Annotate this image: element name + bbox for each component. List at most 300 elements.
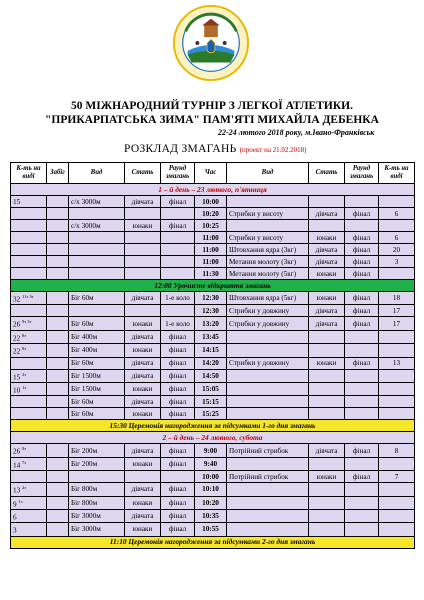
cell-s1: дівчата	[125, 357, 161, 369]
cell-v1: Біг 60м	[69, 396, 125, 408]
cell-n2	[379, 496, 415, 509]
table-row	[11, 208, 415, 220]
cell-n1	[11, 483, 47, 496]
cell-n1	[11, 292, 47, 305]
heats-note: 7з	[21, 459, 27, 465]
cell-s1	[125, 244, 161, 256]
cell-r2: фінал	[345, 232, 379, 244]
cell-s1: юнаки	[125, 408, 161, 420]
school-emblem-logo	[172, 4, 250, 82]
cell-t: 11:00	[195, 244, 227, 256]
cell-v2: Потрійний стрибок	[227, 471, 309, 483]
cell-n1	[11, 330, 47, 343]
cell-s2: дівчата	[309, 244, 345, 256]
cell-v2	[227, 396, 309, 408]
cell-z	[47, 496, 69, 509]
cell-n1	[11, 382, 47, 395]
cell-s1: юнаки	[125, 523, 161, 536]
cell-z	[47, 483, 69, 496]
schedule-heading	[124, 143, 307, 155]
cell-r1: фінал	[161, 344, 195, 357]
cell-r2: фінал	[345, 444, 379, 457]
cell-n1	[11, 220, 47, 232]
cell-s2: юнаки	[309, 232, 345, 244]
cell-s2	[309, 483, 345, 496]
heats-note: 8з	[21, 332, 27, 338]
table-row	[11, 509, 415, 522]
cell-s2: дівчата	[309, 305, 345, 317]
cell-s2: юнаки	[309, 292, 345, 305]
cell-r2: фінал	[345, 292, 379, 305]
cell-v2: Стрибки у висоту	[227, 208, 309, 220]
cell-n2: 8	[379, 444, 415, 457]
cell-n2	[379, 483, 415, 496]
table-row	[11, 483, 415, 496]
opening-ceremony-banner	[11, 280, 415, 292]
ceremony2-banner	[11, 536, 415, 548]
cell-r2: фінал	[345, 471, 379, 483]
cell-v2	[227, 457, 309, 470]
cell-n2	[379, 457, 415, 470]
table-row	[11, 330, 415, 343]
col-header: Раунд змагань	[161, 163, 195, 184]
cell-v2	[227, 483, 309, 496]
cell-t: 15:05	[195, 382, 227, 395]
cell-t: 15:15	[195, 396, 227, 408]
cell-r1: фінал	[161, 523, 195, 536]
cell-n1	[11, 496, 47, 509]
cell-s1: юнаки	[125, 382, 161, 395]
cell-n2: 17	[379, 305, 415, 317]
cell-t: 14:20	[195, 357, 227, 369]
cell-v1: Біг 400м	[69, 330, 125, 343]
cell-s1: юнаки	[125, 457, 161, 470]
cell-s2	[309, 344, 345, 357]
cell-z	[47, 305, 69, 317]
cell-s1: дівчата	[125, 196, 161, 208]
project-date-note: (проект на 21.02.2018)	[239, 146, 307, 154]
col-header: Час	[195, 163, 227, 184]
cell-n2: 7	[379, 471, 415, 483]
cell-r1: 1-е коло	[161, 292, 195, 305]
cell-r1: 1-е коло	[161, 317, 195, 330]
day1-banner	[11, 184, 415, 196]
cell-v1	[69, 305, 125, 317]
table-row	[11, 471, 415, 483]
cell-v1	[69, 244, 125, 256]
cell-r2	[345, 523, 379, 536]
count-value: 32	[13, 295, 21, 304]
cell-r1	[161, 208, 195, 220]
table-row	[11, 292, 415, 305]
col-header: К-ть на виді	[11, 163, 47, 184]
cell-v1	[69, 268, 125, 280]
cell-v1: Біг 200м	[69, 444, 125, 457]
cell-v1	[69, 471, 125, 483]
cell-z	[47, 208, 69, 220]
cell-s1: юнаки	[125, 344, 161, 357]
table-row	[11, 396, 415, 408]
cell-n1	[11, 208, 47, 220]
cell-n2: 6	[379, 208, 415, 220]
cell-v1: Біг 60м	[69, 292, 125, 305]
cell-z	[47, 220, 69, 232]
table-row	[11, 369, 415, 382]
cell-r1: фінал	[161, 382, 195, 395]
count-value: 10	[13, 386, 21, 395]
cell-n1	[11, 317, 47, 330]
count-value: 13	[13, 486, 21, 495]
cell-r2	[345, 330, 379, 343]
cell-s1: дівчата	[125, 509, 161, 522]
cell-v1	[69, 232, 125, 244]
heats-note: 9з 3т	[21, 319, 32, 325]
table-row	[11, 408, 415, 420]
cell-s2	[309, 496, 345, 509]
cell-r2	[345, 483, 379, 496]
col-header: Вид	[227, 163, 309, 184]
table-row	[11, 444, 415, 457]
cell-v2	[227, 509, 309, 522]
table-row	[11, 523, 415, 536]
cell-z	[47, 509, 69, 522]
table-row	[11, 244, 415, 256]
cell-v2: Метання молоту (3кг)	[227, 256, 309, 268]
cell-z	[47, 196, 69, 208]
cell-v1: Біг 400м	[69, 344, 125, 357]
cell-n2	[379, 509, 415, 522]
cell-t: 14:15	[195, 344, 227, 357]
cell-t: 10:10	[195, 483, 227, 496]
cell-r2: фінал	[345, 244, 379, 256]
cell-n2	[379, 369, 415, 382]
table-header-row	[11, 163, 415, 184]
cell-s2	[309, 196, 345, 208]
cell-t: 13:20	[195, 317, 227, 330]
count-value: 22	[13, 334, 21, 343]
cell-n1	[11, 305, 47, 317]
cell-s2	[309, 330, 345, 343]
cell-v1: Біг 1500м	[69, 382, 125, 395]
cell-r2	[345, 196, 379, 208]
cell-n1	[11, 232, 47, 244]
cell-s2: дівчата	[309, 444, 345, 457]
cell-z	[47, 244, 69, 256]
cell-r2: фінал	[345, 317, 379, 330]
table-row	[11, 220, 415, 232]
opening-ceremony-banner-text: 12:00 Урочисте відкриття змагань	[11, 280, 415, 292]
day2-banner-text: 2 – й день – 24 лютого, субота	[11, 432, 415, 444]
heats-note: 8з	[21, 346, 27, 352]
cell-t: 10:25	[195, 220, 227, 232]
count-value: 26	[13, 447, 21, 456]
cell-s1: дівчата	[125, 396, 161, 408]
cell-r1: фінал	[161, 330, 195, 343]
table-row	[11, 305, 415, 317]
cell-r2	[345, 369, 379, 382]
cell-r2: фінал	[345, 357, 379, 369]
cell-t: 10:55	[195, 523, 227, 536]
cell-v1: Біг 60м	[69, 317, 125, 330]
cell-s1	[125, 305, 161, 317]
cell-s2	[309, 408, 345, 420]
cell-n1	[11, 444, 47, 457]
cell-r1	[161, 244, 195, 256]
cell-v2	[227, 523, 309, 536]
cell-s1: дівчата	[125, 444, 161, 457]
cell-v2	[227, 344, 309, 357]
competition-schedule-table	[10, 162, 415, 549]
cell-n2	[379, 220, 415, 232]
cell-n1	[11, 196, 47, 208]
cell-r2	[345, 396, 379, 408]
cell-v1: Біг 1500м	[69, 369, 125, 382]
cell-r2	[345, 457, 379, 470]
cell-v2: Штовхання ядра (3кг)	[227, 244, 309, 256]
count-value: 6	[13, 513, 17, 522]
cell-t: 10:00	[195, 471, 227, 483]
cell-n1	[11, 357, 47, 369]
count-value: 26	[13, 320, 21, 329]
day2-banner	[11, 432, 415, 444]
cell-n2: 13	[379, 357, 415, 369]
cell-t: 11:30	[195, 268, 227, 280]
col-header: Забіг	[47, 163, 69, 184]
tournament-title-line1: 50 МІЖНАРОДНИЙ ТУРНІР З ЛЕГКОЇ АТЛЕТИКИ.	[71, 100, 353, 112]
cell-n2: 20	[379, 244, 415, 256]
cell-v2: Потрійний стрибок	[227, 444, 309, 457]
cell-v1: Біг 200м	[69, 457, 125, 470]
table-row	[11, 382, 415, 395]
cell-t: 10:20	[195, 208, 227, 220]
cell-n1	[11, 457, 47, 470]
cell-r2	[345, 496, 379, 509]
table-row	[11, 317, 415, 330]
cell-z	[47, 330, 69, 343]
cell-t: 12:30	[195, 305, 227, 317]
cell-t: 14:50	[195, 369, 227, 382]
cell-r1	[161, 471, 195, 483]
ceremony2-banner-text: 11:10 Церемонія нагородження за підсумками 2-го дня змагань	[11, 536, 415, 548]
cell-n1	[11, 509, 47, 522]
table-row	[11, 196, 415, 208]
cell-s1: юнаки	[125, 496, 161, 509]
cell-s2: дівчата	[309, 256, 345, 268]
cell-z	[47, 292, 69, 305]
cell-r2: фінал	[345, 268, 379, 280]
cell-s1	[125, 268, 161, 280]
cell-t: 9:40	[195, 457, 227, 470]
cell-r1: фінал	[161, 509, 195, 522]
cell-z	[47, 369, 69, 382]
cell-n2	[379, 196, 415, 208]
heats-note: 1з	[18, 498, 23, 504]
cell-z	[47, 268, 69, 280]
cell-v1	[69, 256, 125, 268]
cell-v1: Біг 3000м	[69, 509, 125, 522]
cell-r2: фінал	[345, 305, 379, 317]
cell-n2	[379, 268, 415, 280]
cell-s2	[309, 523, 345, 536]
heats-note: 1з	[21, 384, 27, 390]
ceremony1-banner	[11, 420, 415, 432]
cell-s2: юнаки	[309, 357, 345, 369]
col-header: Стать	[125, 163, 161, 184]
table-row	[11, 457, 415, 470]
cell-z	[47, 523, 69, 536]
cell-s2: дівчата	[309, 208, 345, 220]
cell-z	[47, 408, 69, 420]
count-value: 14	[13, 461, 21, 470]
cell-s1	[125, 208, 161, 220]
cell-n2	[379, 523, 415, 536]
cell-t: 10:20	[195, 496, 227, 509]
cell-n1	[11, 408, 47, 420]
cell-v2	[227, 382, 309, 395]
cell-s1: дівчата	[125, 330, 161, 343]
cell-v1: Біг 60м	[69, 357, 125, 369]
cell-v2	[227, 496, 309, 509]
table-row	[11, 232, 415, 244]
ceremony1-banner-text: 15:30 Церемонія нагородження за підсумками 1-го дня змагань	[11, 420, 415, 432]
cell-t: 13:45	[195, 330, 227, 343]
cell-r2: фінал	[345, 208, 379, 220]
cell-z	[47, 317, 69, 330]
cell-r1: фінал	[161, 196, 195, 208]
table-row	[11, 344, 415, 357]
cell-v2: Стрибки у довжину	[227, 317, 309, 330]
cell-v2: Штовхання ядра (5кг)	[227, 292, 309, 305]
cell-t: 10:35	[195, 509, 227, 522]
cell-n1	[11, 256, 47, 268]
cell-r1: фінал	[161, 444, 195, 457]
cell-r1: фінал	[161, 457, 195, 470]
cell-z	[47, 357, 69, 369]
cell-z	[47, 444, 69, 457]
cell-r1	[161, 256, 195, 268]
cell-n2	[379, 382, 415, 395]
heats-note: 9з	[21, 446, 27, 452]
cell-s1: юнаки	[125, 317, 161, 330]
cell-n2	[379, 396, 415, 408]
cell-r2: фінал	[345, 256, 379, 268]
cell-s2	[309, 220, 345, 232]
cell-n1	[11, 396, 47, 408]
table-row	[11, 496, 415, 509]
cell-v2: Стрибки у довжину	[227, 357, 309, 369]
cell-v1: с/х 3000м	[69, 220, 125, 232]
col-header: Раунд змагань	[345, 163, 379, 184]
schedule-title: РОЗКЛАД ЗМАГАНЬ	[124, 143, 237, 155]
cell-s1	[125, 471, 161, 483]
cell-r1	[161, 268, 195, 280]
cell-n1	[11, 344, 47, 357]
table-row	[11, 256, 415, 268]
cell-t: 15:25	[195, 408, 227, 420]
cell-v2: Метання молоту (5кг)	[227, 268, 309, 280]
cell-z	[47, 382, 69, 395]
heats-note: 2з	[21, 371, 27, 377]
cell-s1: дівчата	[125, 369, 161, 382]
cell-r1	[161, 232, 195, 244]
cell-r1: фінал	[161, 357, 195, 369]
cell-s2	[309, 457, 345, 470]
col-header: Вид	[69, 163, 125, 184]
cell-s2	[309, 369, 345, 382]
cell-s2: дівчата	[309, 317, 345, 330]
cell-s1	[125, 232, 161, 244]
cell-v1: с/х 3000м	[69, 196, 125, 208]
cell-v2	[227, 220, 309, 232]
cell-v2	[227, 408, 309, 420]
cell-v2: Стрибки у висоту	[227, 232, 309, 244]
cell-z	[47, 344, 69, 357]
cell-v1	[69, 208, 125, 220]
cell-n1	[11, 244, 47, 256]
cell-v2	[227, 330, 309, 343]
cell-n2	[379, 408, 415, 420]
cell-z	[47, 256, 69, 268]
cell-r1: фінал	[161, 396, 195, 408]
cell-r2	[345, 220, 379, 232]
count-value: 22	[13, 347, 21, 356]
cell-v2	[227, 369, 309, 382]
cell-z	[47, 457, 69, 470]
cell-r1: фінал	[161, 496, 195, 509]
col-header: К-ть на виді	[379, 163, 415, 184]
cell-z	[47, 471, 69, 483]
count-value: 15	[13, 197, 21, 206]
cell-r1	[161, 305, 195, 317]
cell-n2: 18	[379, 292, 415, 305]
count-value: 15	[13, 372, 21, 381]
cell-s2	[309, 396, 345, 408]
table-row	[11, 357, 415, 369]
tournament-title-line2: "ПРИКАРПАТСЬКА ЗИМА" ПАМ'ЯТІ МИХАЙЛА ДЕБЕНКА	[45, 114, 379, 126]
cell-t: 11:00	[195, 232, 227, 244]
count-value: 9	[13, 499, 17, 508]
tournament-dates: 22-24 лютого 2018 року, м.Івано-Франківськ	[218, 128, 375, 137]
col-header: Стать	[309, 163, 345, 184]
cell-n1	[11, 523, 47, 536]
cell-v1: Біг 800м	[69, 483, 125, 496]
cell-n1	[11, 268, 47, 280]
table-row	[11, 268, 415, 280]
cell-s1: юнаки	[125, 220, 161, 232]
cell-s2	[309, 382, 345, 395]
cell-s2	[309, 509, 345, 522]
cell-n1	[11, 471, 47, 483]
cell-n2	[379, 344, 415, 357]
day1-banner-text: 1 – й день – 23 лютого, п'ятниця	[11, 184, 415, 196]
cell-n2: 6	[379, 232, 415, 244]
cell-n2: 17	[379, 317, 415, 330]
cell-v1: Біг 60м	[69, 408, 125, 420]
cell-t: 9:00	[195, 444, 227, 457]
cell-t: 11:00	[195, 256, 227, 268]
cell-s2: юнаки	[309, 471, 345, 483]
cell-v1: Біг 800м	[69, 496, 125, 509]
cell-r1: фінал	[161, 483, 195, 496]
cell-n2: 3	[379, 256, 415, 268]
cell-s1: дівчата	[125, 292, 161, 305]
cell-r2	[345, 344, 379, 357]
cell-v2: Стрибки у довжину	[227, 305, 309, 317]
cell-t: 10:00	[195, 196, 227, 208]
cell-z	[47, 232, 69, 244]
cell-r1: фінал	[161, 408, 195, 420]
cell-s1	[125, 256, 161, 268]
